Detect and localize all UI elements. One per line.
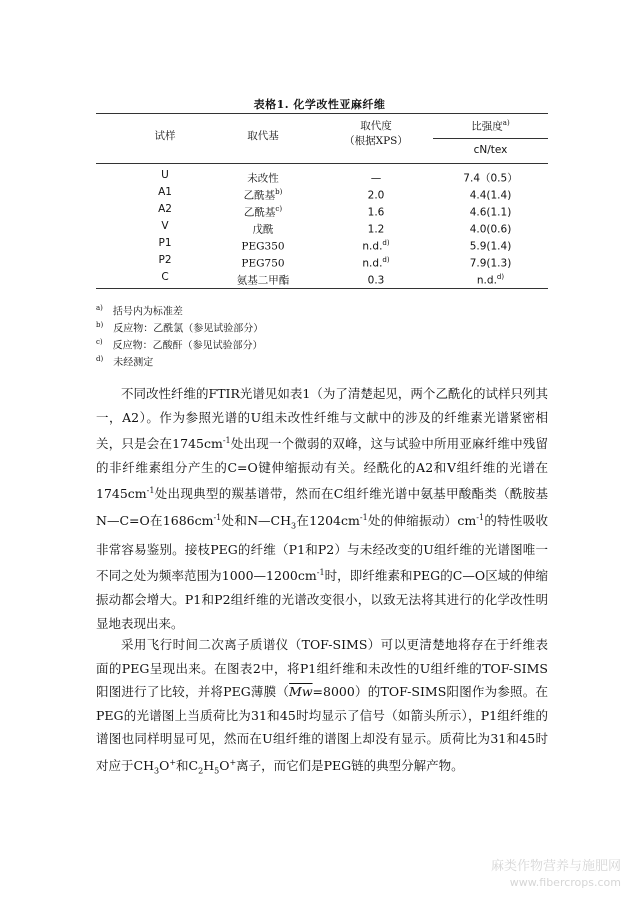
superscript: -1 bbox=[476, 512, 485, 522]
subscript: 3 bbox=[153, 766, 160, 776]
table-row bbox=[0, 201, 639, 218]
cell-degree-text: n.d. bbox=[362, 257, 383, 270]
header-strength-label: 比强度 bbox=[471, 120, 503, 133]
cell-substituent-text: 乙酰基 bbox=[243, 189, 276, 202]
cell-strength-text: 4.6(1.1) bbox=[469, 206, 512, 219]
table-header-rule bbox=[96, 163, 548, 164]
footnote-text: 括号内为标准差 bbox=[112, 306, 183, 318]
paragraph-text: 采用飞行时间二次离子质谱仪（TOF-SIMS）可以更清楚地将存在于纤维表面的PEG呈现出来。在图表2中，将P1组纤维和未改性的U组纤维的TOF-SIMS阳图进行了比较，并将PEG薄膜（ bbox=[96, 637, 548, 699]
header-degree-sub: （根据XPS） bbox=[344, 135, 408, 147]
cell-degree-text: 1.6 bbox=[367, 206, 385, 219]
table-row bbox=[0, 235, 639, 252]
table-top-rule bbox=[96, 113, 548, 114]
cell-sample: P1 bbox=[158, 237, 172, 249]
subscript: 2 bbox=[198, 766, 204, 776]
superscript: -1 bbox=[359, 512, 368, 522]
table-row bbox=[0, 184, 639, 201]
paragraph-ftir bbox=[96, 382, 548, 635]
superscript: -1 bbox=[222, 436, 231, 445]
cell-substituent bbox=[228, 269, 298, 290]
cell-degree-text: n.d. bbox=[362, 240, 383, 253]
formula-o: O bbox=[219, 757, 230, 773]
cell-substituent-note: b) bbox=[275, 188, 283, 196]
footnote-mark: c) bbox=[96, 338, 103, 346]
cell-sample: P2 bbox=[158, 254, 172, 266]
paragraph-text: 处出现一个微弱的双峰，这与试验中所用亚麻纤维中残留的非纤维素组分产生的C=O键伸缩振动有关。经酰化的A2和V组纤维的光谱在1745cm bbox=[96, 436, 548, 502]
header-degree bbox=[326, 119, 426, 149]
header-degree-label: 取代度 bbox=[360, 120, 392, 132]
watermark-url: www.fibercrops.com bbox=[509, 876, 621, 889]
footnote-mark: d) bbox=[96, 355, 104, 363]
cell-strength-text: 4.4(1.4) bbox=[469, 189, 512, 202]
footnote bbox=[96, 351, 153, 371]
cell-sample: U bbox=[161, 169, 169, 181]
cell-strength bbox=[433, 269, 548, 290]
mw-symbol: $\overline{Mw}$ bbox=[289, 684, 313, 699]
cell-degree bbox=[326, 269, 426, 290]
cell-substituent-text: PEG750 bbox=[241, 257, 285, 270]
footnote-text: 未经测定 bbox=[113, 357, 154, 369]
subscript: 3 bbox=[291, 521, 297, 531]
cell-substituent-note: c) bbox=[275, 205, 283, 213]
paragraph-text: 不同改性纤维的FTIR光谱见如表1（为了清楚起见，两个乙酰化的试样只列其一，A2）。作为参照光谱的U组未改性纤维与文献中的涉及的纤维素光谱紧密相关，只是会在1745cm bbox=[96, 386, 548, 452]
header-substituent: 取代基 bbox=[247, 130, 279, 142]
paragraph-text: 离子，而它们是PEG链的典型分解产物。 bbox=[236, 757, 464, 773]
paragraph-text: 处和N—CH bbox=[221, 512, 292, 528]
paragraph-text: =8000）的TOF-SIMS阳图作为参照。在PEG的光谱图上当质荷比为31和45时均显示了信号（如箭头所示），P1组纤维的谱图也同样明显可见，然而在U组纤维的谱图上却没有显示。质荷比为31和45时对应于CH bbox=[96, 684, 548, 773]
paragraph-tof-sims bbox=[96, 633, 548, 783]
superscript: + bbox=[169, 757, 177, 767]
superscript: -1 bbox=[146, 486, 155, 496]
cell-strength-text: n.d. bbox=[476, 274, 497, 287]
cell-sample: A1 bbox=[158, 186, 172, 198]
cell-degree-note: d) bbox=[382, 239, 390, 247]
formula-o: O bbox=[159, 757, 170, 773]
superscript: -1 bbox=[213, 512, 222, 522]
table-caption: 表格1. 化学改性亚麻纤维 bbox=[253, 98, 386, 111]
paragraph-text: 处出现典型的羰基谱带，然而在C组纤维光谱中氨基甲酸酯类（酰胺基N—C=O在1686cm bbox=[96, 486, 548, 528]
superscript: + bbox=[229, 757, 237, 767]
footnote-mark: a) bbox=[96, 304, 103, 312]
header-strength-unit: cN/tex bbox=[473, 144, 508, 156]
watermark-title: 麻类作物营养与施肥网 bbox=[490, 859, 621, 874]
watermark bbox=[491, 859, 621, 891]
cell-substituent-text: 氨基二甲酯 bbox=[236, 274, 290, 287]
table-row bbox=[0, 167, 639, 184]
cell-sample: V bbox=[161, 220, 169, 232]
table-header-sub-rule bbox=[433, 138, 548, 139]
header-strength-note: a) bbox=[502, 119, 510, 127]
cell-substituent-text: 戊酰 bbox=[252, 223, 274, 236]
cell-strength-text: 4.0(0.6) bbox=[469, 223, 512, 236]
cell-sample: A2 bbox=[158, 203, 172, 215]
table-row bbox=[0, 218, 639, 235]
header-sample: 试样 bbox=[154, 130, 176, 142]
table-row bbox=[0, 252, 639, 269]
cell-strength-text: 5.9(1.4) bbox=[469, 240, 512, 253]
footnote-text: 反应物：乙酸酐（参见试验部分） bbox=[112, 340, 263, 352]
paragraph-text: 时，即纤维素和PEG的C—O区域的伸缩振动都会增大。P1和P2组纤维的光谱改变很小，以致无法将其进行的化学改性明显地表现出来。 bbox=[96, 568, 548, 631]
cell-strength-text: 7.9(1.3) bbox=[469, 257, 512, 270]
paragraph-text: 在1204cm bbox=[296, 512, 360, 528]
header-strength bbox=[433, 116, 548, 135]
cell-degree-text: 0.3 bbox=[367, 274, 385, 287]
cell-strength-text: 7.4（0.5） bbox=[463, 172, 518, 185]
table-body bbox=[0, 167, 639, 286]
formula-h: H bbox=[203, 757, 215, 773]
cell-strength-note: d) bbox=[496, 273, 505, 281]
cell-substituent-text: PEG350 bbox=[241, 240, 285, 253]
paragraph-text: 和C bbox=[176, 757, 199, 773]
cell-substituent-text: 未改性 bbox=[247, 172, 279, 185]
table-row bbox=[0, 269, 639, 286]
cell-degree-text: 1.2 bbox=[367, 223, 385, 236]
subscript: 5 bbox=[214, 766, 220, 776]
cell-substituent-text: 乙酰基 bbox=[243, 206, 276, 219]
footnote-mark: b) bbox=[96, 321, 104, 329]
cell-degree-note: d) bbox=[382, 256, 390, 264]
paragraph-text: 的特性吸收非常容易鉴别。接枝PEG的纤维（P1和P2）与未经改变的U组纤维的光谱图唯一不同之处为频率范围为1000—1200cm bbox=[96, 512, 548, 584]
cell-degree-text: — bbox=[370, 172, 382, 185]
cell-degree-text: 2.0 bbox=[367, 189, 385, 202]
superscript: -1 bbox=[316, 568, 325, 578]
cell-sample: C bbox=[161, 271, 169, 283]
paragraph-text: 处的伸缩振动）cm bbox=[367, 512, 477, 528]
footnote-text: 反应物：乙酰氯（参见试验部分） bbox=[113, 323, 264, 335]
